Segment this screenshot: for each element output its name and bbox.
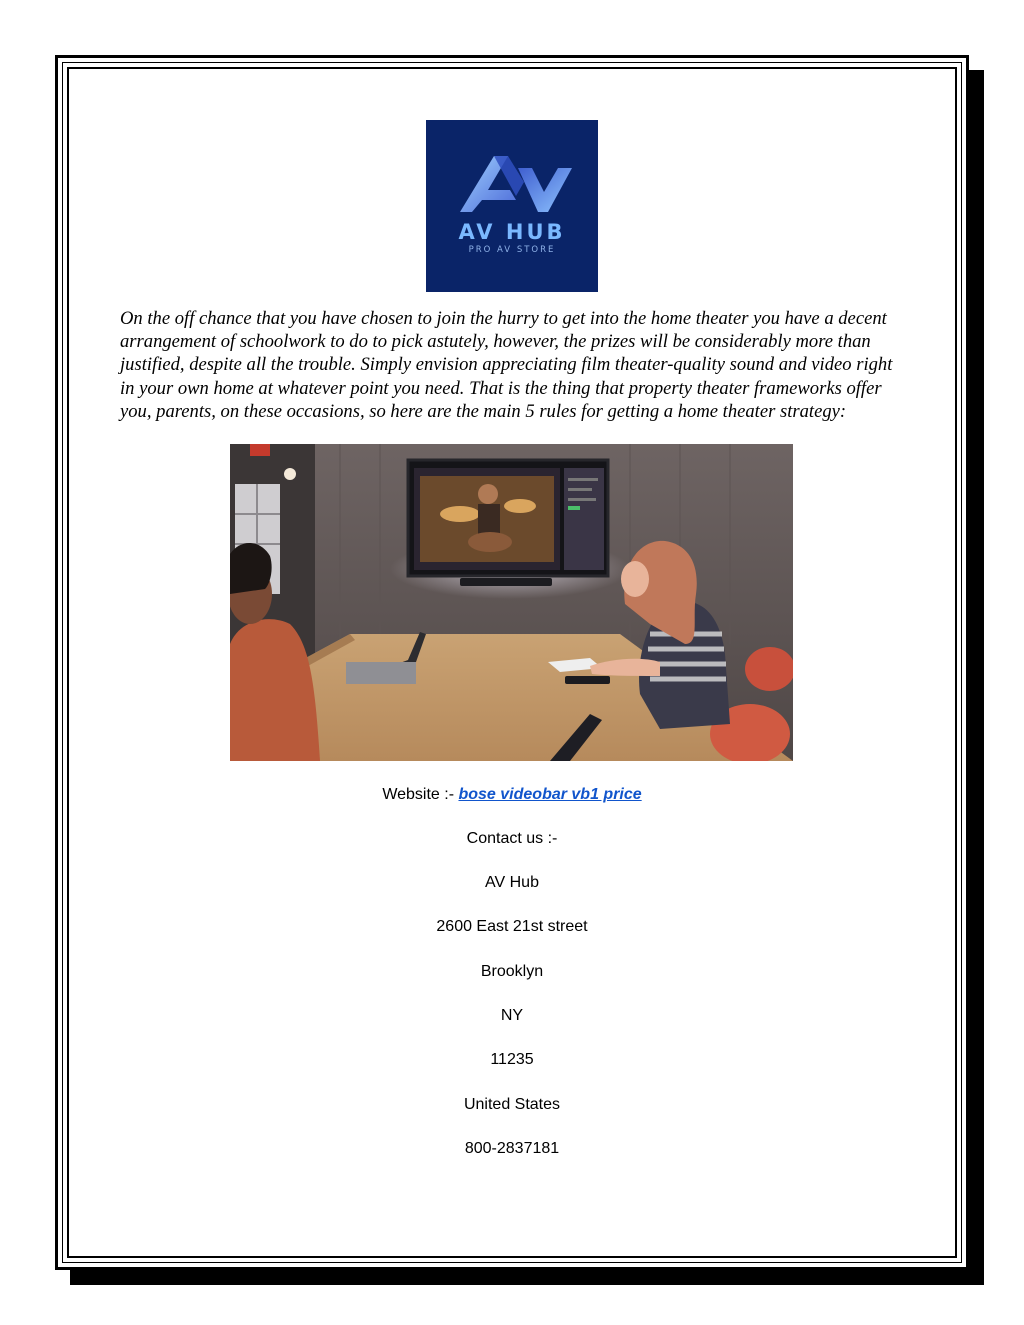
contact-label: Contact us :- [466,830,558,847]
av-hub-logo [426,120,598,292]
av-logo-mark-icon [426,120,598,292]
intro-paragraph: On the off chance that you have chosen to join the hurry to get into the home theater you have a decent arrangement of schoolwork to do to pick astutely, however, the prizes will be considerably more than justified, despite all the trouble. Simply envision appreciating film theater-quality sound and video right in your own home at whatever point you need. That is the thing that property theater frameworks offer you, parents, on these occasions, so here are the main 5 rules for getting a home theater strategy: [120,308,893,422]
website-link[interactable]: bose videobar vb1 price [458,786,642,803]
website-label: Website :- [382,786,459,803]
phone-number: 800-2837181 [464,1140,560,1157]
logo-title: AV HUB [458,220,566,244]
conference-room-image [230,444,793,761]
conference-room-photo [230,444,793,761]
state: NY [500,1007,524,1024]
city: Brooklyn [480,963,544,980]
company-name: AV Hub [485,874,539,891]
website-line [0,786,1024,804]
street-address: 2600 East 21st street [436,918,588,935]
zip-code: 11235 [490,1051,534,1068]
country: United States [463,1096,561,1113]
logo-subtitle: PRO AV STORE [468,245,556,255]
